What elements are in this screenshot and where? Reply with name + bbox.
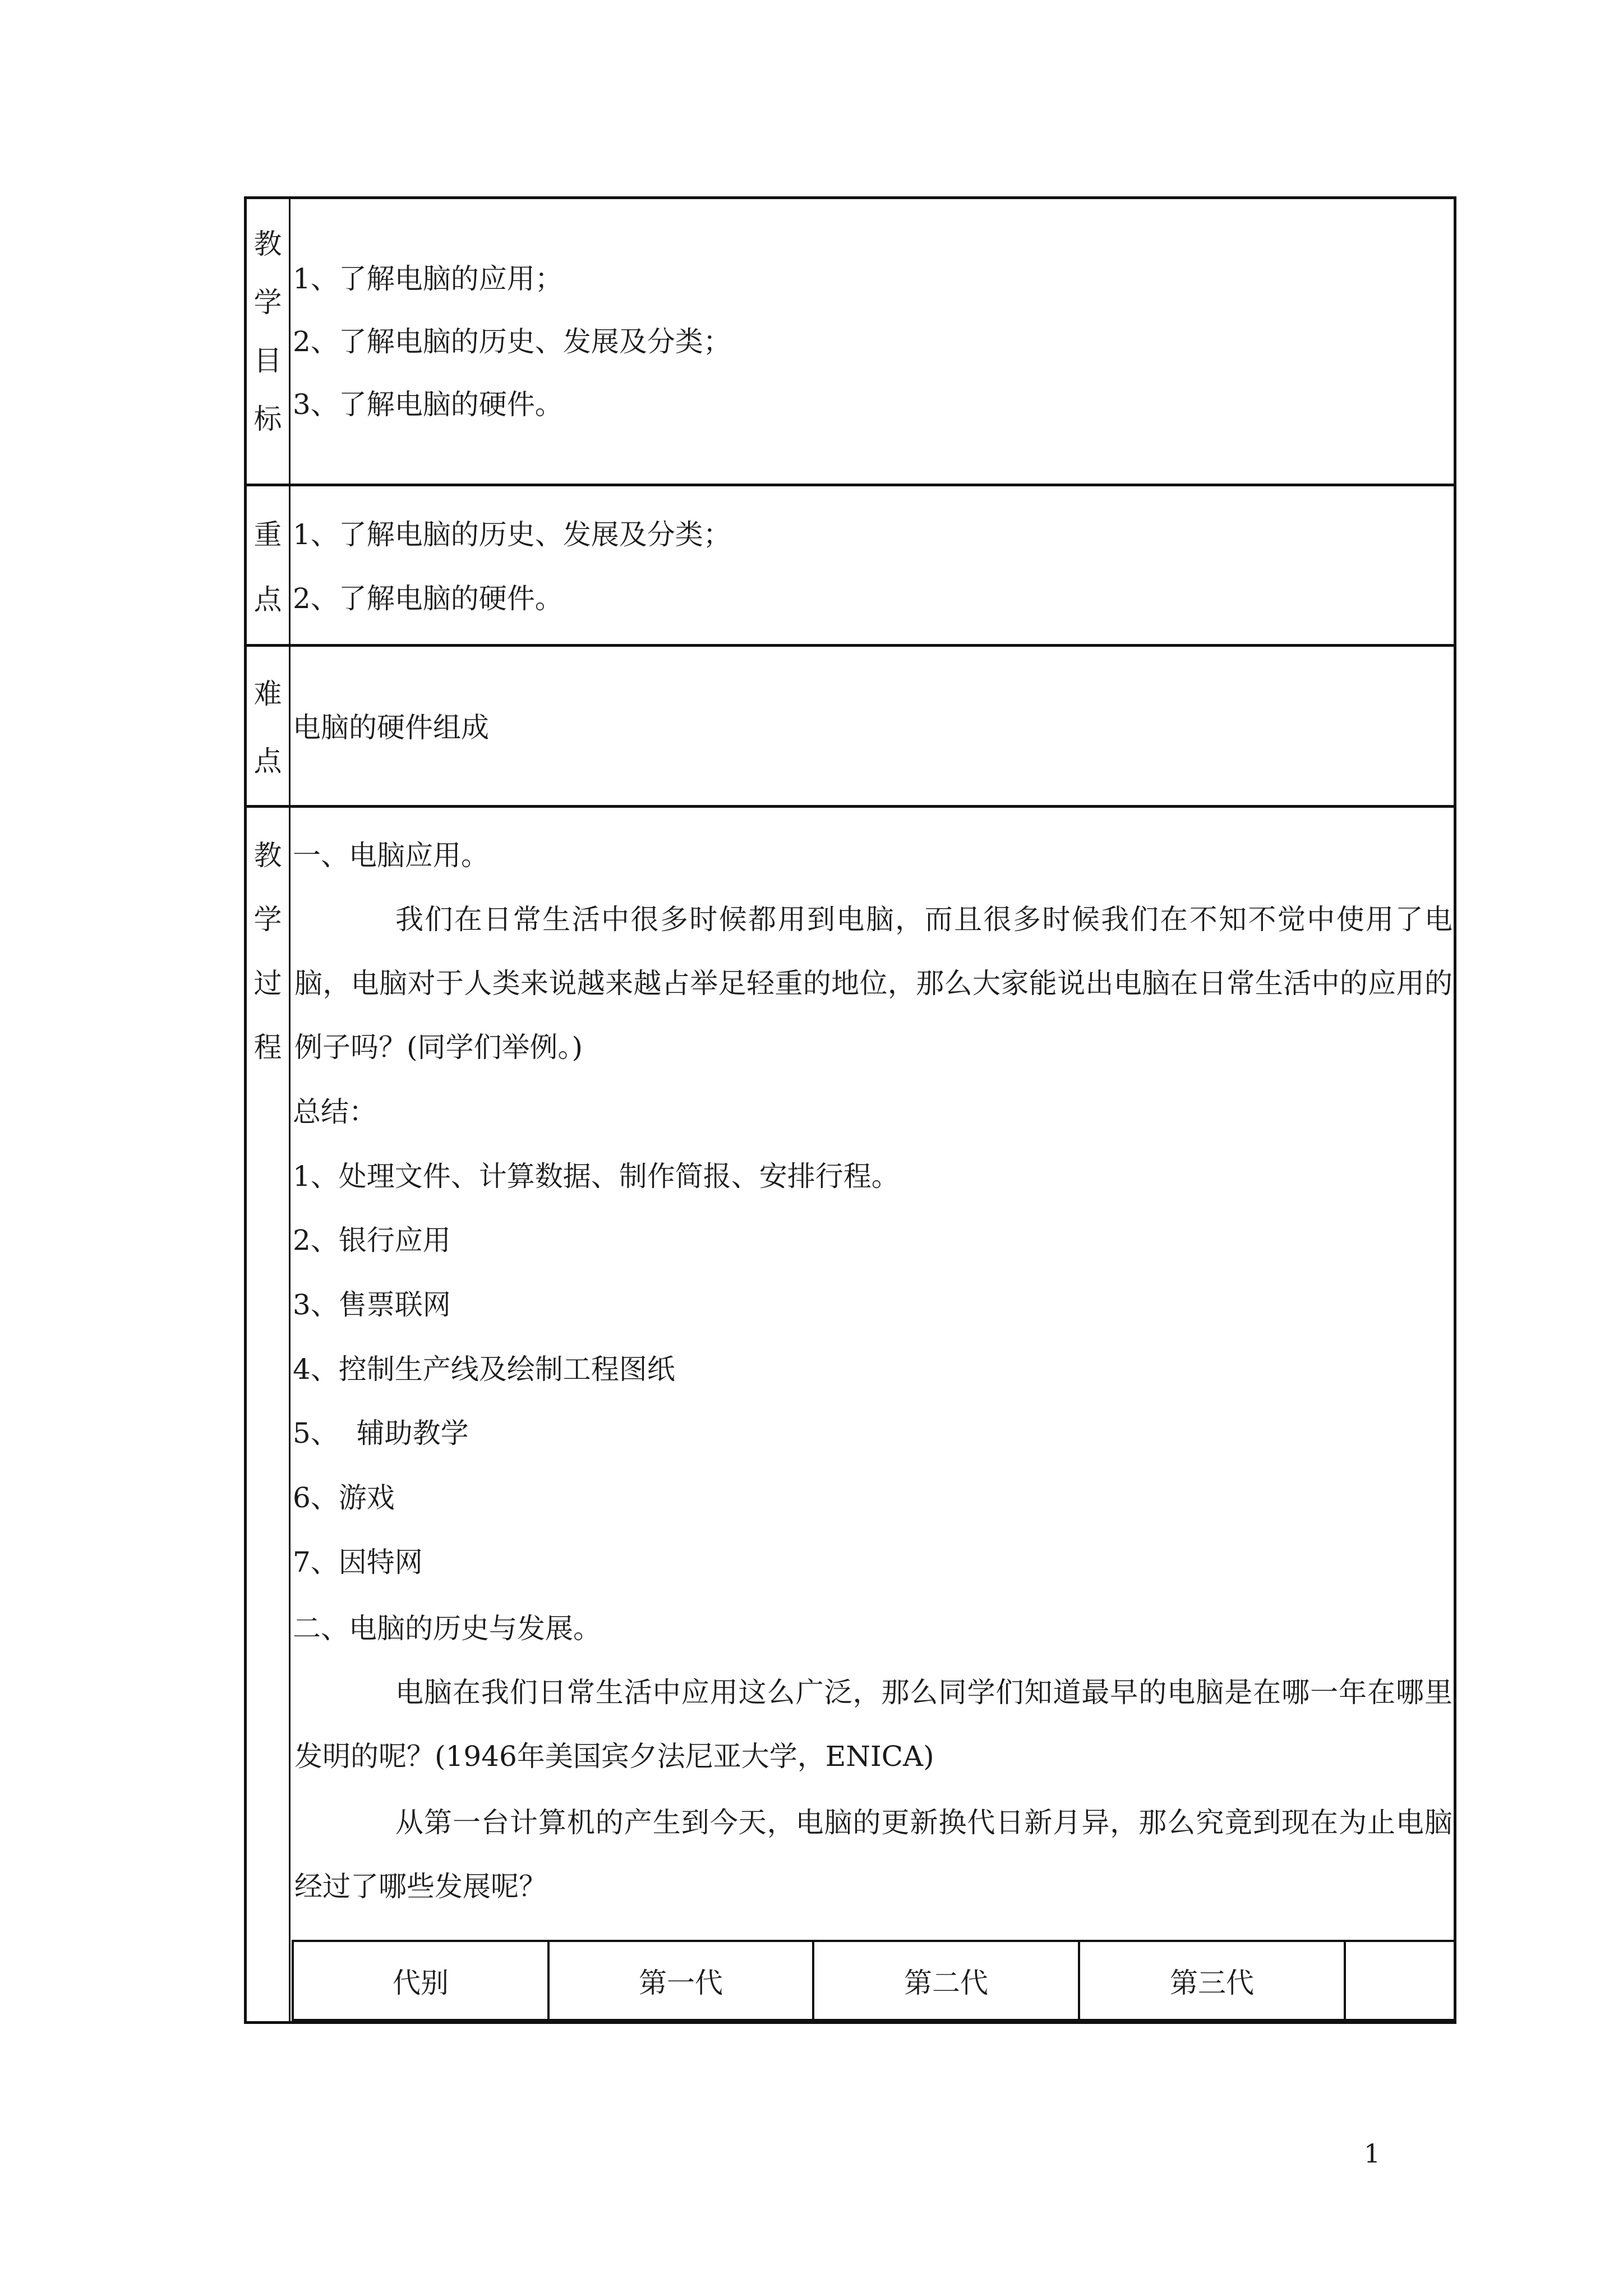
generation-header-cell: 第二代 (814, 1942, 1080, 2019)
row-divider (244, 484, 1456, 486)
section-heading: 二、电脑的历史与发展。 (293, 1612, 601, 1645)
process-label: 教 学 过 程 (253, 839, 282, 1064)
row-divider (244, 644, 1456, 647)
key-points-label: 重 点 (253, 518, 282, 616)
summary-item: 4、控制生产线及绘制工程图纸 (293, 1353, 675, 1386)
paragraph: 我们在日常生活中很多时候都用到电脑，而且很多时候我们在不知不觉中使用了电脑，电脑对于人类来说越来越占举足轻重的地位，那么大家能说出电脑在日常生活中的应用的例子吗？(同学们举例。) (294, 903, 1453, 1064)
summary-item: 2、银行应用 (293, 1224, 451, 1257)
summary-item: 6、游戏 (293, 1481, 395, 1514)
difficulty-label: 难 点 (253, 678, 282, 777)
objective-item: 3、了解电脑的硬件。 (293, 388, 563, 421)
objectives-label: 教 学 目 标 (253, 228, 282, 435)
page-number: 1 (1364, 2138, 1381, 2169)
generation-table (292, 1940, 1456, 2021)
objective-item: 2、了解电脑的历史、发展及分类； (293, 325, 731, 358)
summary-label: 总结： (293, 1096, 377, 1128)
section-heading: 一、电脑应用。 (293, 839, 489, 872)
generation-header-cell: 代别 (294, 1942, 550, 2019)
summary-item: 3、售票联网 (293, 1289, 451, 1321)
column-divider (289, 196, 291, 2024)
row-divider (244, 805, 1456, 808)
summary-item: 5、 辅助教学 (293, 1417, 469, 1450)
key-point-item: 2、了解电脑的硬件。 (293, 582, 563, 615)
paragraph: 电脑在我们日常生活中应用这么广泛，那么同学们知道最早的电脑是在哪一年在哪里发明的呢？(1946年美国宾夕法尼亚大学，ENICA) (294, 1676, 1453, 1773)
summary-item: 1、处理文件、计算数据、制作简报、安排行程。 (293, 1160, 900, 1193)
generation-header-cell: 第一代 (550, 1942, 814, 2019)
key-point-item: 1、了解电脑的历史、发展及分类； (293, 518, 731, 551)
summary-item: 7、因特网 (293, 1546, 423, 1579)
paragraph: 从第一台计算机的产生到今天，电脑的更新换代日新月异，那么究竟到现在为止电脑经过了哪些发展呢？ (294, 1806, 1453, 1903)
generation-header-cell: 第三代 (1080, 1942, 1346, 2019)
objective-item: 1、了解电脑的应用； (293, 263, 563, 295)
difficulty-text: 电脑的硬件组成 (293, 711, 489, 744)
